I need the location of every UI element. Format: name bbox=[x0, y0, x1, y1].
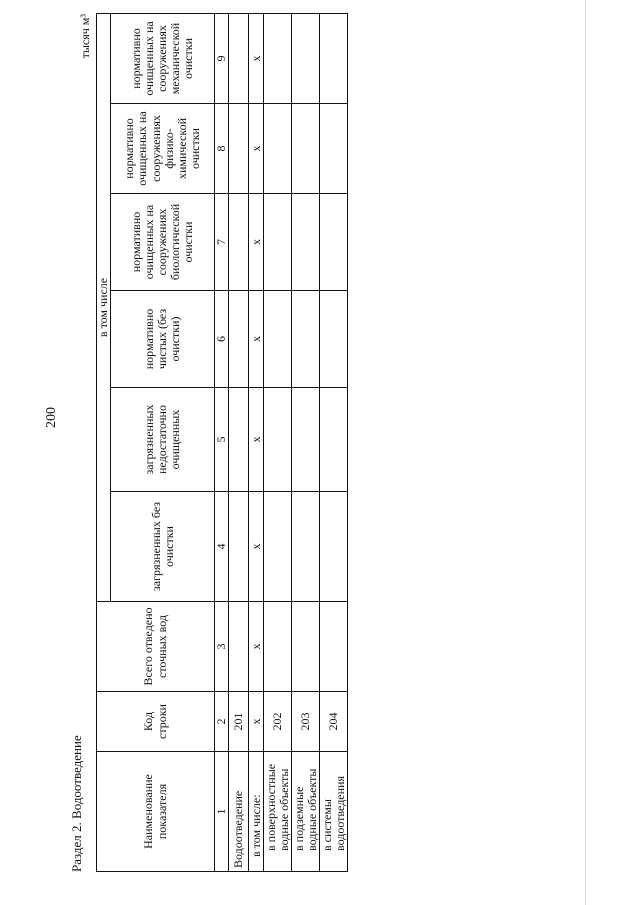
table-cell bbox=[229, 104, 249, 194]
table-cell: х bbox=[249, 104, 264, 194]
header-col8: нормативно очищенных на сооружениях физико-химической очистки bbox=[111, 104, 215, 194]
water-disposal-table bbox=[96, 13, 348, 872]
table-cell bbox=[264, 291, 292, 388]
table-row bbox=[249, 13, 264, 871]
table-cell bbox=[292, 291, 320, 388]
header-row-1 bbox=[97, 13, 111, 871]
column-number: 3 bbox=[215, 602, 229, 692]
row-name: Водоотведение bbox=[229, 752, 249, 872]
table-cell bbox=[320, 492, 348, 602]
table-cell bbox=[320, 602, 348, 692]
header-col4: загрязненных без очистки bbox=[111, 492, 215, 602]
header-in-that: в том числе bbox=[97, 13, 111, 601]
header-code: Код строки bbox=[97, 692, 215, 752]
table-cell bbox=[292, 492, 320, 602]
page-number: 200 bbox=[44, 407, 59, 428]
header-col9: нормативно очищенных на сооружениях механической очистки bbox=[111, 13, 215, 103]
table-cell bbox=[264, 104, 292, 194]
table-cell: х bbox=[249, 13, 264, 103]
header-col7: нормативно очищенных на сооружениях биологической очистки bbox=[111, 194, 215, 291]
column-number: 8 bbox=[215, 104, 229, 194]
column-number: 1 bbox=[215, 752, 229, 872]
table-cell: х bbox=[249, 291, 264, 388]
header-col5: загрязненных недостаточно очищенных bbox=[111, 388, 215, 492]
column-number: 9 bbox=[215, 13, 229, 103]
table-cell bbox=[264, 13, 292, 103]
row-code: х bbox=[249, 692, 264, 752]
table-cell bbox=[229, 194, 249, 291]
table-cell bbox=[264, 388, 292, 492]
row-code: 201 bbox=[229, 692, 249, 752]
units-label: тысяч м³ bbox=[78, 14, 92, 59]
table-cell: х bbox=[249, 194, 264, 291]
header-name: Наименование показателя bbox=[97, 752, 215, 872]
table-cell bbox=[229, 13, 249, 103]
row-name: в том числе: bbox=[249, 752, 264, 872]
table-row bbox=[264, 13, 292, 871]
table-cell: х bbox=[249, 602, 264, 692]
table-cell bbox=[264, 194, 292, 291]
table-cell bbox=[292, 602, 320, 692]
table-row bbox=[320, 13, 348, 871]
table-cell bbox=[320, 104, 348, 194]
row-code: 204 bbox=[320, 692, 348, 752]
column-number: 5 bbox=[215, 388, 229, 492]
column-number: 7 bbox=[215, 194, 229, 291]
row-code: 202 bbox=[264, 692, 292, 752]
row-name: в системы водоотведения bbox=[320, 752, 348, 872]
header-total: Всего отведено сточных вод bbox=[97, 602, 215, 692]
table-row bbox=[292, 13, 320, 871]
header-col6: нормативно чистых (без очистки) bbox=[111, 291, 215, 388]
table-cell bbox=[229, 602, 249, 692]
page-edge-line bbox=[585, 0, 586, 905]
table-cell: х bbox=[249, 492, 264, 602]
row-name: в поверхностные водные объекты bbox=[264, 752, 292, 872]
table-cell bbox=[320, 13, 348, 103]
rotated-table-block bbox=[69, 14, 347, 872]
table-cell bbox=[229, 291, 249, 388]
table-row bbox=[229, 13, 249, 871]
table-cell bbox=[320, 291, 348, 388]
column-numbering-row bbox=[215, 13, 229, 871]
table-cell bbox=[292, 194, 320, 291]
column-number: 6 bbox=[215, 291, 229, 388]
table-cell bbox=[264, 492, 292, 602]
table-cell bbox=[229, 388, 249, 492]
table-cell bbox=[264, 602, 292, 692]
column-number: 2 bbox=[215, 692, 229, 752]
column-number: 4 bbox=[215, 492, 229, 602]
table-cell bbox=[292, 104, 320, 194]
table-cell bbox=[229, 492, 249, 602]
table-cell bbox=[292, 13, 320, 103]
row-name: в подземные водные объекты bbox=[292, 752, 320, 872]
table-cell: х bbox=[249, 388, 264, 492]
table-cell bbox=[292, 388, 320, 492]
table-cell bbox=[320, 194, 348, 291]
table-cell bbox=[320, 388, 348, 492]
row-code: 203 bbox=[292, 692, 320, 752]
section-title: Раздел 2. Водоотведение bbox=[69, 735, 84, 872]
